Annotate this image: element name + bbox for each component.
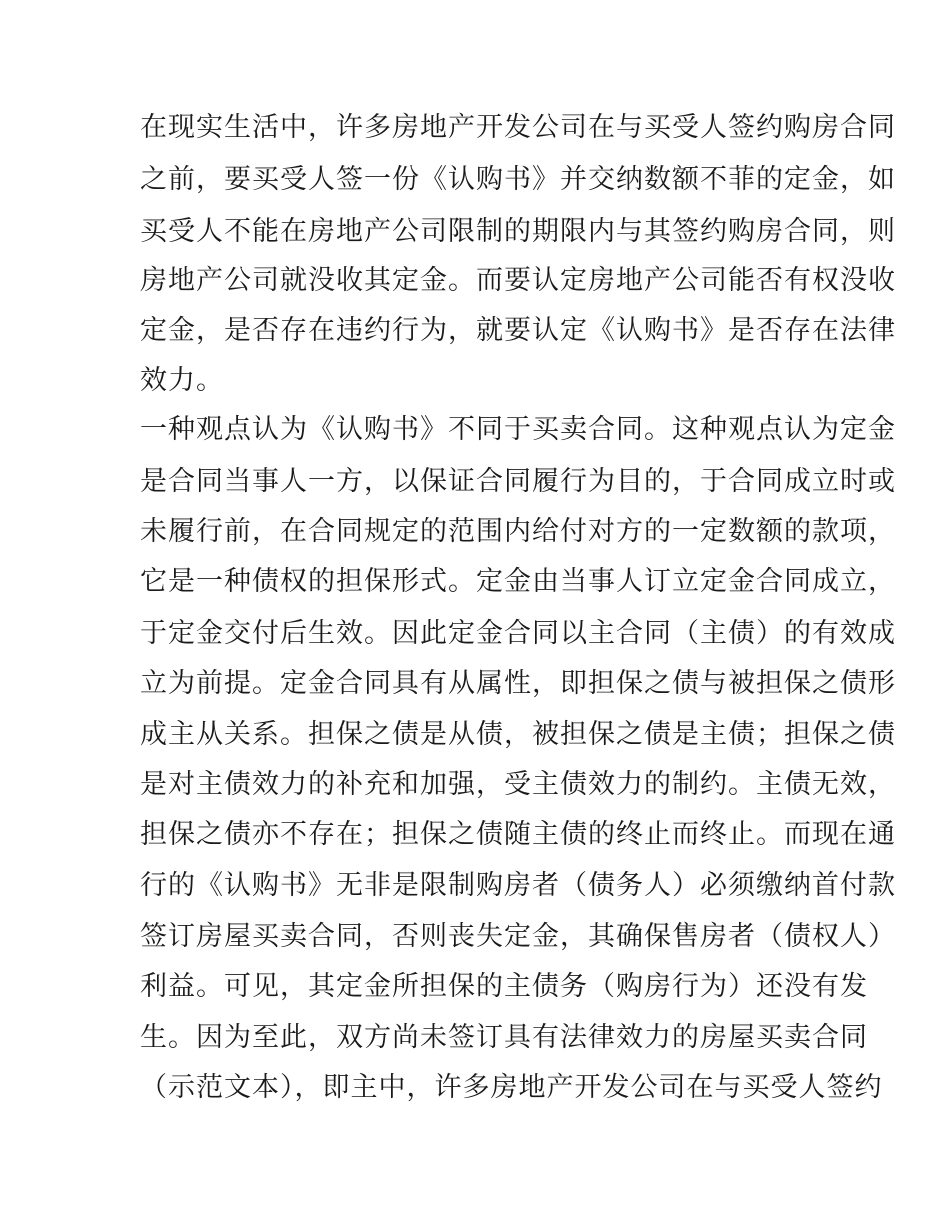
text-line: 效力。 <box>140 365 224 396</box>
text-line: 利益。可见，其定金所担保的主债务（购房行为）还没有发 <box>140 971 868 1002</box>
text-line: 定金，是否存在违约行为，就要认定《认购书》是否存在法律 <box>140 315 896 346</box>
text-line: 立为前提。定金合同具有从属性，即担保之债与被担保之债形 <box>140 668 896 699</box>
text-line: 在现实生活中，许多房地产开发公司在与买受人签约购房合同 <box>140 112 896 143</box>
text-line: 担保之债亦不存在；担保之债随主债的终止而终止。而现在通 <box>140 819 896 850</box>
text-line: 行的《认购书》无非是限制购房者（债务人）必须缴纳首付款 <box>140 870 896 901</box>
text-line: 于定金交付后生效。因此定金合同以主合同（主债）的有效成 <box>140 618 896 649</box>
text-line: 房地产公司就没收其定金。而要认定房地产公司能否有权没收 <box>140 265 896 296</box>
text-line: 是合同当事人一方，以保证合同履行为目的，于合同成立时或 <box>140 466 896 497</box>
text-line: 签订房屋买卖合同，否则丧失定金，其确保售房者（债权人） <box>140 921 896 952</box>
text-line: 生。因为至此，双方尚未签订具有法律效力的房屋买卖合同 <box>140 1022 868 1053</box>
text-line: 未履行前，在合同规定的范围内给付对方的一定数额的款项， <box>140 516 896 547</box>
text-line: 成主从关系。担保之债是从债，被担保之债是主债；担保之债 <box>140 719 896 750</box>
text-line: 买受人不能在房地产公司限制的期限内与其签约购房合同，则 <box>140 216 896 247</box>
text-line: 是对主债效力的补充和加强，受主债效力的制约。主债无效， <box>140 769 896 800</box>
text-line: 之前，要买受人签一份《认购书》并交纳数额不菲的定金，如 <box>140 164 896 195</box>
text-line: 一种观点认为《认购书》不同于买卖合同。这种观点认为定金 <box>140 414 896 445</box>
text-line: 它是一种债权的担保形式。定金由当事人订立定金合同成立， <box>140 566 896 597</box>
text-line: （示范文本），即主中，许多房地产开发公司在与买受人签约 <box>140 1072 883 1103</box>
